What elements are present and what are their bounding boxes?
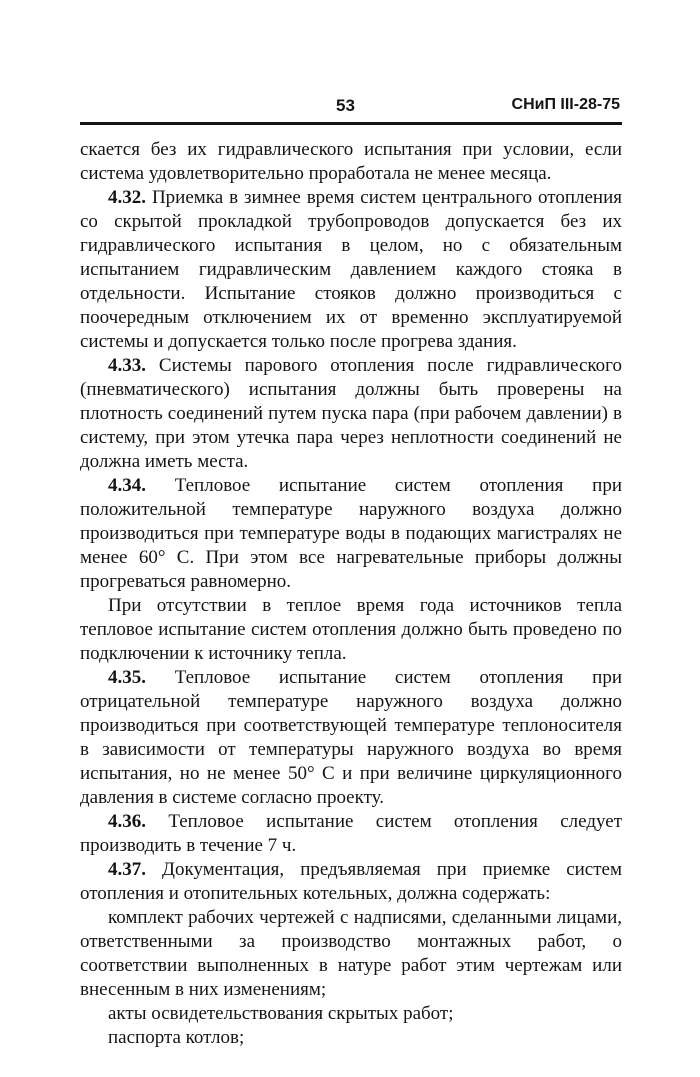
clause-number: 4.35. — [108, 667, 146, 688]
clause-text: Тепловое испытание систем отопления при отрицательной температуре наружного воздуха должно производиться при соответствующей температуре теплоносителя в зависимости от температуры наружного воздуха во время испытания, но не менее 50° С и при величине циркуляционного давления в системе согласно проекту. — [80, 667, 622, 808]
paragraph-4-33 — [80, 354, 622, 474]
clause-text: Тепловое испытание систем отопления при положительной температуре наружного воздуха должно производиться при температуре воды в подающих магистралях не менее 60° С. При этом все нагревательные приборы должны прогреваться равномерно. — [80, 475, 622, 592]
clause-text: Тепловое испытание систем отопления следует производить в течение 7 ч. — [80, 811, 622, 856]
page-number: 53 — [336, 96, 355, 115]
paragraph-4-37 — [80, 858, 622, 906]
page-body — [80, 138, 622, 1050]
clause-number: 4.34. — [108, 475, 146, 496]
header-rule — [80, 122, 622, 125]
paragraph-4-35 — [80, 666, 622, 810]
clause-text: Документация, предъявляемая при приемке систем отопления и отопительных котельных, должна содержать: — [80, 859, 622, 904]
clause-number: 4.32. — [108, 187, 146, 208]
clause-number: 4.36. — [108, 811, 146, 832]
clause-text: Приемка в зимнее время систем центрального отопления со скрытой прокладкой трубопроводов допускается без их гидравлического испытания в целом, но с обязательным испытанием гидравлическим давлением каждого стояка в отдельности. Испытание стояков должно производиться с поочередным отключением их от временно эксплуатируемой системы и допускается только после прогрева здания. — [80, 187, 622, 352]
clause-number: 4.37. — [108, 859, 146, 880]
paragraph-4-36 — [80, 810, 622, 858]
page-header — [80, 96, 620, 118]
list-item: комплект рабочих чертежей с надписями, сделанными лицами, ответственными за производство монтажных работ, о соответствии выполненных в натуре работ этим чертежам или внесенным в них изменениям; — [80, 907, 622, 1000]
clause-text: Системы парового отопления после гидравлического (пневматического) испытания должны быть проверены на плотность соединений путем пуска пара (при рабочем давлении) в систему, при этом утечка пара через неплотности соединений не должна иметь места. — [80, 355, 622, 472]
document-code: СНиП III-28-75 — [511, 96, 620, 113]
paragraph-4-34 — [80, 474, 622, 594]
paragraph-continuation: скается без их гидравлического испытания при условии, если система удовлетворительно проработала не менее месяца. — [80, 139, 622, 184]
list-item: акты освидетельствования скрытых работ; — [108, 1003, 454, 1024]
paragraph-4-32 — [80, 186, 622, 354]
paragraph-warm-season: При отсутствии в теплое время года источников тепла тепловое испытание систем отопления должно быть проведено по подключении к источнику тепла. — [80, 595, 622, 664]
clause-number: 4.33. — [108, 355, 146, 376]
list-item: паспорта котлов; — [108, 1027, 245, 1048]
